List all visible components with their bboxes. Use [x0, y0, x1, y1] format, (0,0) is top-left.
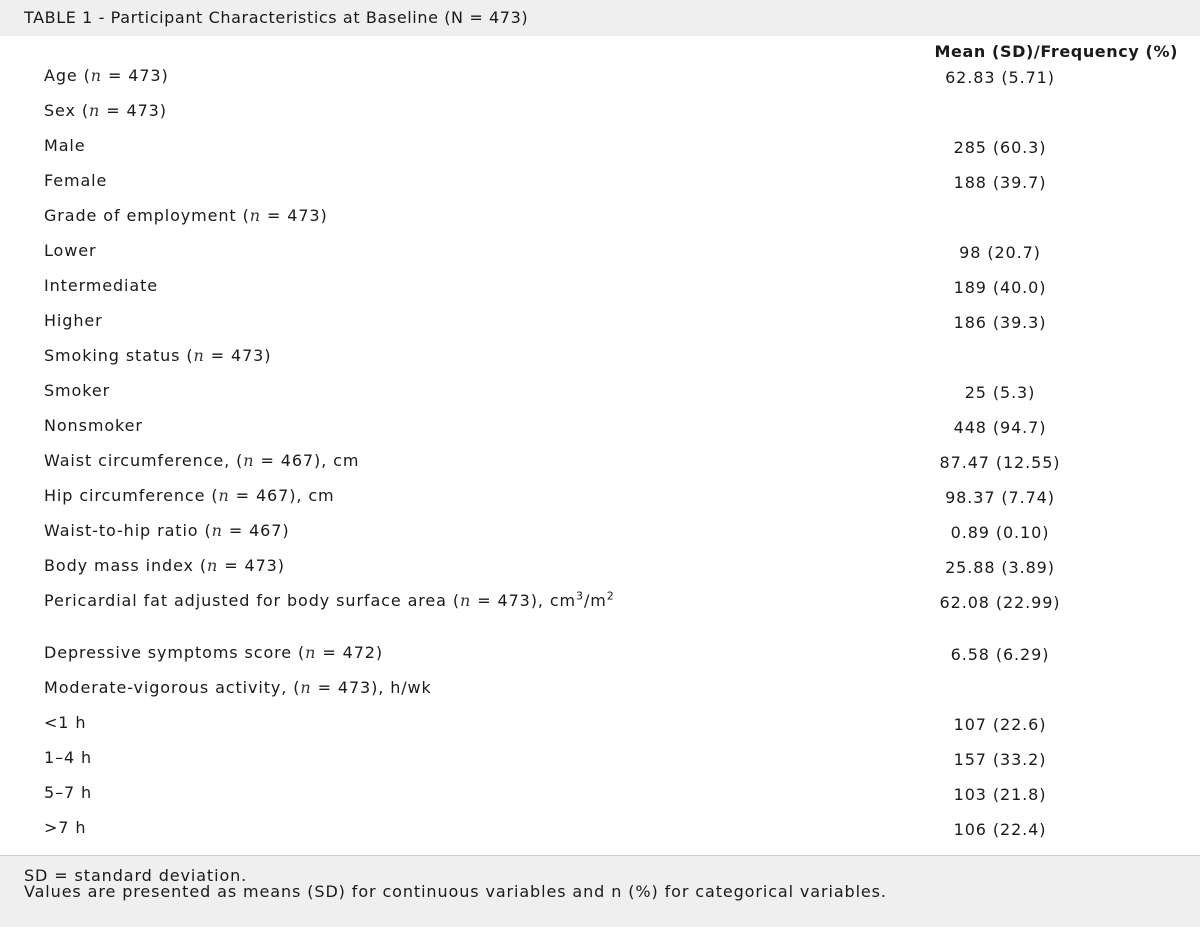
row-value: 98 (20.7) — [959, 243, 1041, 262]
row-value: 62.83 (5.71) — [945, 68, 1055, 87]
table-row — [0, 515, 1200, 550]
row-label: Female — [44, 171, 108, 190]
column-header: Mean (SD)/Frequency (%) — [934, 42, 1178, 61]
row-value: 189 (40.0) — [953, 278, 1047, 297]
table-row — [0, 410, 1200, 445]
table-row — [0, 95, 1200, 130]
row-label: >7 h — [44, 818, 87, 837]
row-value: 157 (33.2) — [953, 750, 1047, 769]
table-row — [0, 200, 1200, 235]
row-label: <1 h — [44, 713, 87, 732]
table-row — [0, 585, 1200, 637]
table-row — [0, 480, 1200, 515]
row-label: 1–4 h — [44, 748, 93, 767]
row-value: 25.88 (3.89) — [945, 558, 1055, 577]
row-value: 103 (21.8) — [953, 785, 1047, 804]
row-label: Higher — [44, 311, 103, 330]
table-row — [0, 235, 1200, 270]
row-value: 0.89 (0.10) — [950, 523, 1050, 542]
row-label: Male — [44, 136, 86, 155]
row-value: 106 (22.4) — [953, 820, 1047, 839]
table-row — [0, 270, 1200, 305]
table-row — [0, 777, 1200, 812]
row-label: Waist circumference, (n = 467), cm — [44, 451, 360, 470]
row-label: Smoker — [44, 381, 111, 400]
row-label: Lower — [44, 241, 97, 260]
row-value: 25 (5.3) — [964, 383, 1036, 402]
footnote-abbreviation: SD = standard deviation. — [24, 866, 248, 885]
table-row — [0, 130, 1200, 165]
row-label: Moderate-vigorous activity, (n = 473), h/wk — [44, 678, 432, 697]
row-value: 87.47 (12.55) — [939, 453, 1061, 472]
table-row — [0, 340, 1200, 375]
row-label: Sex (n = 473) — [44, 101, 167, 120]
row-label: Pericardial fat adjusted for body surface area (n = 473), $cm^3/m^2$ — [44, 589, 615, 610]
row-label: Grade of employment (n = 473) — [44, 206, 328, 225]
row-label: Nonsmoker — [44, 416, 143, 435]
table-caption-bar — [0, 0, 1200, 36]
table-row — [0, 637, 1200, 672]
table-row — [0, 742, 1200, 777]
row-label: Age (n = 473) — [44, 66, 169, 85]
row-value: 186 (39.3) — [953, 313, 1047, 332]
table-row — [0, 60, 1200, 95]
table-row — [0, 445, 1200, 480]
table-body — [0, 60, 1200, 847]
row-label: Waist-to-hip ratio (n = 467) — [44, 521, 290, 540]
row-value: 62.08 (22.99) — [939, 593, 1061, 612]
row-value: 98.37 (7.74) — [945, 488, 1055, 507]
table-row — [0, 305, 1200, 340]
footnote-values-note: Values are presented as means (SD) for continuous variables and n (%) for categorical variables. — [24, 882, 887, 901]
row-value: 448 (94.7) — [953, 418, 1047, 437]
row-label: Intermediate — [44, 276, 159, 295]
row-value: 6.58 (6.29) — [950, 645, 1050, 664]
row-label: Hip circumference (n = 467), cm — [44, 486, 335, 505]
row-label: Body mass index (n = 473) — [44, 556, 285, 575]
table-row — [0, 165, 1200, 200]
table-row — [0, 375, 1200, 410]
table-row — [0, 812, 1200, 847]
row-value: 107 (22.6) — [953, 715, 1047, 734]
table-caption: TABLE 1 - Participant Characteristics at Baseline (N = 473) — [24, 8, 529, 27]
row-value: 188 (39.7) — [953, 173, 1047, 192]
row-label: Smoking status (n = 473) — [44, 346, 272, 365]
row-label: 5–7 h — [44, 783, 93, 802]
table-row — [0, 707, 1200, 742]
row-value: 285 (60.3) — [953, 138, 1047, 157]
table-row — [0, 672, 1200, 707]
row-label: Depressive symptoms score (n = 472) — [44, 643, 384, 662]
table-row — [0, 550, 1200, 585]
table-footnotes — [0, 855, 1200, 927]
